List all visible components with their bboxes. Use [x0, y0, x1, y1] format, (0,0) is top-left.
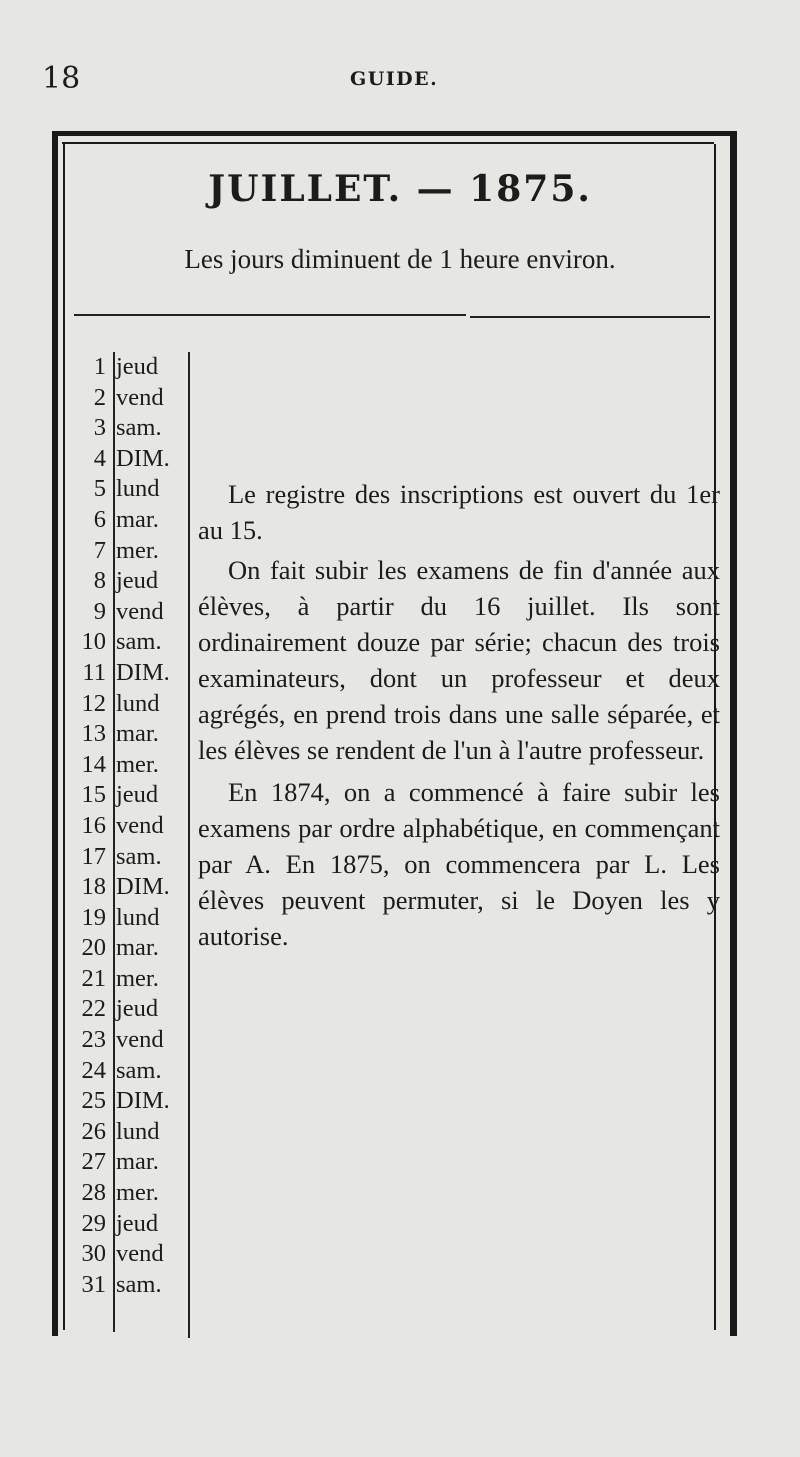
day-row: [72, 689, 202, 720]
notes-paragraph-inscriptions: Le registre des inscriptions est ouvert du 1er au 15.: [198, 479, 720, 545]
day-row: [72, 750, 202, 781]
day-row: [72, 933, 202, 964]
day-name: mer.: [116, 536, 159, 564]
day-number: 11: [82, 658, 106, 686]
day-row: [72, 474, 202, 505]
day-name: vend: [116, 383, 164, 411]
day-name: vend: [116, 1026, 164, 1054]
day-name: jeud: [116, 353, 159, 380]
day-number: 26: [81, 1117, 106, 1145]
day-name: mar.: [116, 1148, 159, 1176]
day-number: 6: [93, 505, 106, 533]
divider-rule-left: [74, 314, 466, 316]
day-number: 25: [81, 1087, 106, 1115]
day-row: [72, 903, 202, 934]
day-row: [72, 1209, 202, 1240]
notes-paragraph-examens: On fait subir les examens de fin d'année aux élèves, à partir du 16 juillet. Ils sont ordinairement douze par série; chacun des trois examinateurs, dont un professeur et deux agrégés, en prend trois dans une salle séparée, et les élèves se rendent de l'un à l'autre professeur.: [198, 555, 720, 765]
day-name: lund: [116, 1117, 160, 1145]
day-name: lund: [116, 475, 160, 503]
notes-text: [198, 476, 720, 954]
day-number: 18: [81, 873, 106, 901]
day-number: 8: [93, 567, 106, 595]
day-number: 21: [81, 964, 106, 992]
day-number: 2: [93, 383, 106, 411]
day-number: 24: [81, 1056, 106, 1084]
day-name: DIM.: [116, 658, 170, 686]
frame-inner-top-rule: [62, 142, 714, 144]
page-number: 18: [42, 61, 81, 96]
day-row: [72, 444, 202, 475]
day-number: 17: [81, 842, 106, 870]
day-number: 27: [81, 1148, 106, 1176]
day-number: 1: [93, 353, 106, 380]
day-row: [72, 1239, 202, 1270]
running-head: GUIDE.: [350, 68, 439, 90]
day-name: lund: [116, 689, 160, 717]
day-number: 28: [81, 1179, 106, 1207]
day-name: mar.: [116, 934, 159, 962]
day-number: 4: [93, 444, 106, 472]
subtitle: Les jours diminuent de 1 heure environ.: [184, 244, 616, 274]
day-row: [72, 566, 202, 597]
day-number: 14: [81, 750, 106, 778]
day-name: sam.: [116, 842, 162, 870]
day-row: [72, 1056, 202, 1087]
day-number: 15: [81, 781, 106, 809]
day-name: sam.: [116, 1056, 162, 1084]
day-name: mer.: [116, 964, 159, 992]
day-name: jeud: [116, 781, 159, 809]
day-row: [72, 597, 202, 628]
month-title: JUILLET. — 1875.: [208, 168, 592, 210]
day-number: 9: [93, 597, 106, 625]
day-number: 20: [81, 934, 106, 962]
day-row: [72, 811, 202, 842]
day-number: 7: [93, 536, 106, 564]
day-row: [72, 1178, 202, 1209]
day-row: [72, 1086, 202, 1117]
day-name: sam.: [116, 414, 162, 442]
day-name: sam.: [116, 628, 162, 656]
day-row: [72, 658, 202, 689]
day-number: 30: [81, 1240, 106, 1268]
day-name: mar.: [116, 505, 159, 533]
frame-inner-left-rule: [63, 144, 65, 1330]
day-number: 10: [81, 628, 106, 656]
day-row: [72, 505, 202, 536]
day-name: DIM.: [116, 444, 170, 472]
days-table: [72, 352, 202, 1300]
day-row: [72, 383, 202, 414]
day-row: [72, 536, 202, 567]
day-row: [72, 872, 202, 903]
day-name: vend: [116, 811, 164, 839]
day-row: [72, 1270, 202, 1301]
notes-paragraph-ordre: En 1874, on a commencé à faire subir les examens par ordre alphabétique, en commençant par A. En 1875, on commencera par L. Les élèves peuvent permuter, si le Doyen les y autorise.: [198, 777, 720, 951]
day-number: 3: [93, 414, 106, 442]
day-row: [72, 1147, 202, 1178]
day-number: 12: [81, 689, 106, 717]
day-name: jeud: [116, 567, 159, 595]
day-name: mer.: [116, 1179, 159, 1207]
day-row: [72, 964, 202, 995]
day-number: 19: [81, 903, 106, 931]
day-number: 29: [81, 1209, 106, 1237]
day-name: vend: [116, 597, 164, 625]
day-number: 16: [81, 811, 106, 839]
day-row: [72, 627, 202, 658]
day-name: DIM.: [116, 873, 170, 901]
day-row: [72, 413, 202, 444]
day-row: [72, 994, 202, 1025]
day-name: lund: [116, 903, 160, 931]
day-row: [72, 1117, 202, 1148]
day-row: [72, 780, 202, 811]
day-name: mer.: [116, 750, 159, 778]
divider-rule-right: [470, 316, 710, 318]
day-row: [72, 842, 202, 873]
day-row: [72, 352, 202, 383]
day-name: sam.: [116, 1270, 162, 1298]
day-row: [72, 1025, 202, 1056]
day-number: 22: [81, 995, 106, 1023]
day-name: jeud: [116, 995, 159, 1023]
day-row: [72, 719, 202, 750]
day-name: mar.: [116, 720, 159, 748]
day-name: jeud: [116, 1209, 159, 1237]
day-name: vend: [116, 1240, 164, 1268]
day-number: 5: [93, 475, 106, 503]
day-number: 23: [81, 1026, 106, 1054]
day-number: 31: [81, 1270, 106, 1298]
day-name: DIM.: [116, 1087, 170, 1115]
day-number: 13: [81, 720, 106, 748]
